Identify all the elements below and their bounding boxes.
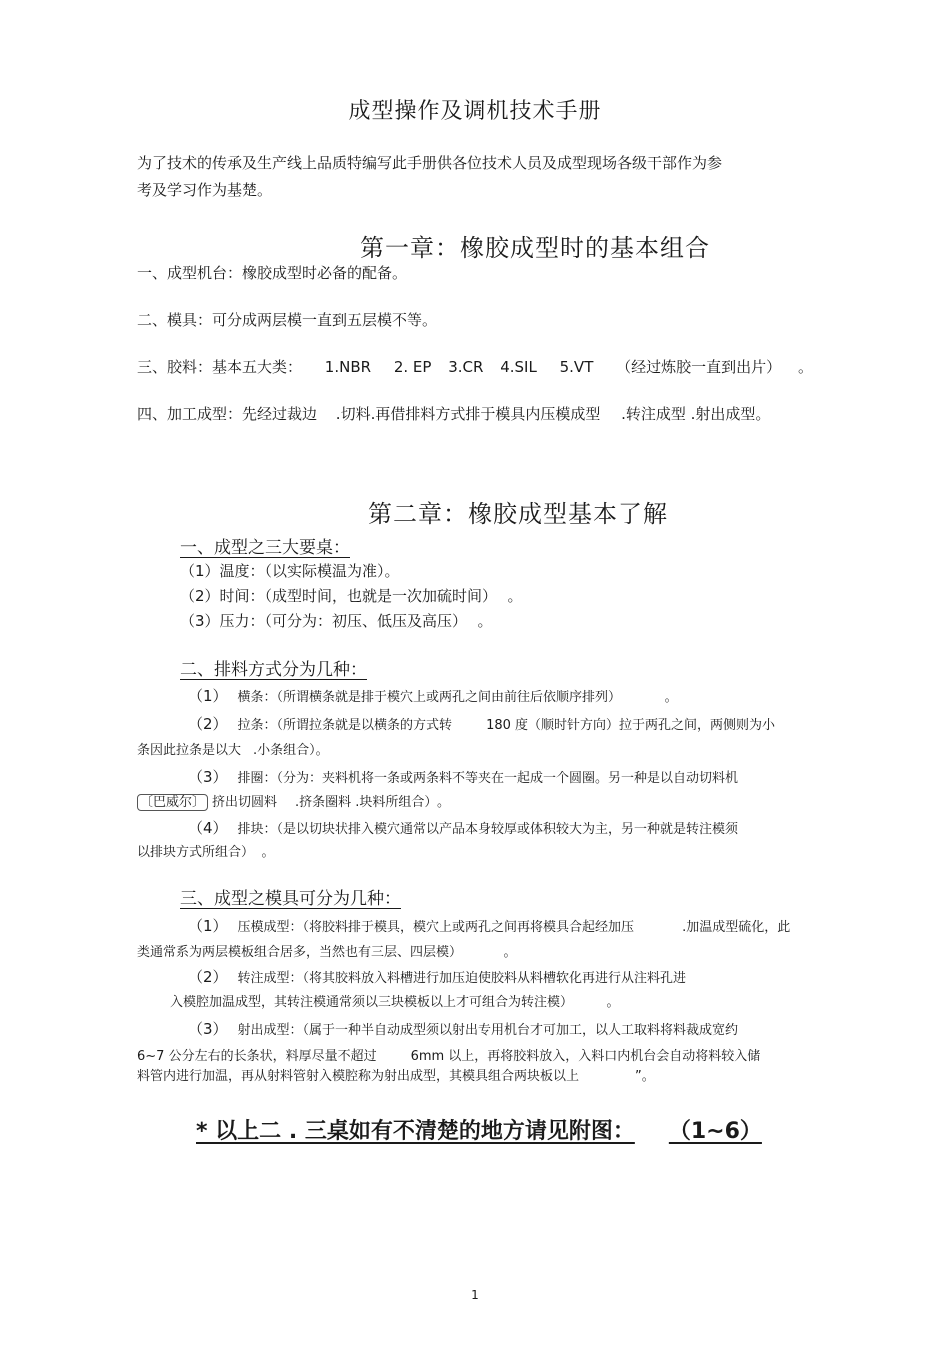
materials-prefix: 三、胶料：基本五大类： <box>137 358 303 376</box>
section-2-item-3-line-2: 〔巴威尔〕 挤出切圆料 .挤条圈料 .块料所组合） 。 <box>137 791 450 810</box>
intro-line-1: 为了技术的传承及生产线上品质特编写此手册供各位技术人员及成型现场各级干部作为参 <box>137 154 723 172</box>
section-2-item-2-line-1: （2） 拉条：（所谓拉条就是以横条的方式转 180 度（顺时针方向）拉于两孔之间，两侧则为小 <box>188 715 776 733</box>
section-2-item-4-line-1: （4） 排块：（是以切块状排入模穴通常以产品本身较厚或体积较大为主，另一种就是转注模须 <box>188 819 739 837</box>
section-3-heading: 三、成型之模具可分为几种： <box>180 889 401 909</box>
chapter-1-item-4 <box>137 403 770 424</box>
process-part-b: .切料.再借排料方式排于模具内压模成型 <box>335 405 601 423</box>
chapter-1-item-1: 一、成型机台：橡胶成型时必备的配备。 <box>137 264 408 282</box>
brand-name-box: 〔巴威尔〕 <box>137 794 208 811</box>
materials-end: 。 <box>797 358 813 376</box>
chapter-2-heading: 第二章：橡胶成型基本了解 <box>368 500 668 528</box>
section-1-line-1: （1）温度：（以实际模温为准）。 <box>180 562 400 580</box>
section-2-item-1: （1） 横条：（所谓横条就是排于模穴上或两孔之间由前往后依顺序排列） 。 <box>188 687 678 705</box>
chapter-1-item-2: 二、模具：可分成两层模一直到五层模不等。 <box>137 311 438 329</box>
section-2-heading: 二、排料方式分为几种： <box>180 660 367 680</box>
section-3-item-3-line-3: 料管内进行加温，再从射料管射入模腔称为射出成型，其模具组合两块板以上 ”。 <box>137 1069 655 1084</box>
section-2-item-3-line-1: （3） 排圈：（分为：夹料机将一条或两条料不等夹在一起成一个圆圈。另一种是以自动切料机 <box>188 768 739 786</box>
material-ep: 2. EP <box>393 358 432 376</box>
page-number: 1 <box>471 1288 479 1302</box>
section-3-item-1-line-1: （1） 压模成型：（将胶料排于模具，模穴上或两孔之间再将模具合起经加压 .加温成型硫化，此 <box>188 917 791 935</box>
section-2-item-4-line-2: 以排块方式所组合） 。 <box>137 845 275 860</box>
intro-line-2: 考及学习作为基楚。 <box>137 181 273 199</box>
section-3-item-3-line-1: （3） 射出成型：（属于一种半自动成型须以射出专用机台才可加工，以人工取料将料裁成宽约 <box>188 1020 739 1038</box>
page-title: 成型操作及调机技术手册 <box>348 99 602 124</box>
material-nbr: 1.NBR <box>324 358 372 376</box>
section-3-item-1-line-2: 类通常系为两层模板组合居多，当然也有三层、四层模） 。 <box>137 945 517 960</box>
section-2-item-2-line-2: 条因此拉条是以大 .小条组合）。 <box>137 743 329 758</box>
process-part-c: .转注成型 .射出成型。 <box>621 405 771 423</box>
materials-suffix: （经过炼胶一直到出片） <box>616 358 782 376</box>
material-cr: 3.CR <box>448 358 484 376</box>
section-3-item-2-line-1: （2） 转注成型：（将其胶料放入料槽进行加压迫使胶料从料槽软化再进行从注料孔进 <box>188 968 687 986</box>
process-part-a: 四、加工成型：先经过裁边 <box>137 405 318 423</box>
section-1-line-2: （2）时间：（成型时间，也就是一次加硫时间） 。 <box>180 587 523 605</box>
section-3-item-3-line-2: 6~7 公分左右的长条状，料厚尽量不超过 6mm 以上，再将胶料放入，入料口内机台会自动将料较入储 <box>137 1049 761 1064</box>
footnote: * 以上二 . 三桌如有不清楚的地方请见附图： （1~6） <box>196 1119 762 1144</box>
chapter-1-item-3 <box>137 356 813 377</box>
section-1-line-3: （3）压力：（可分为：初压、低压及高压） 。 <box>180 612 493 630</box>
material-sil: 4.SIL <box>500 358 537 376</box>
section-1-heading: 一、成型之三大要桌： <box>180 538 350 558</box>
material-vt: 5.VT <box>559 358 594 376</box>
chapter-1-heading: 第一章：橡胶成型时的基本组合 <box>360 234 710 262</box>
section-3-item-2-line-2: 入模腔加温成型，其转注模通常须以三块模板以上才可组合为转注模） 。 <box>170 995 620 1010</box>
